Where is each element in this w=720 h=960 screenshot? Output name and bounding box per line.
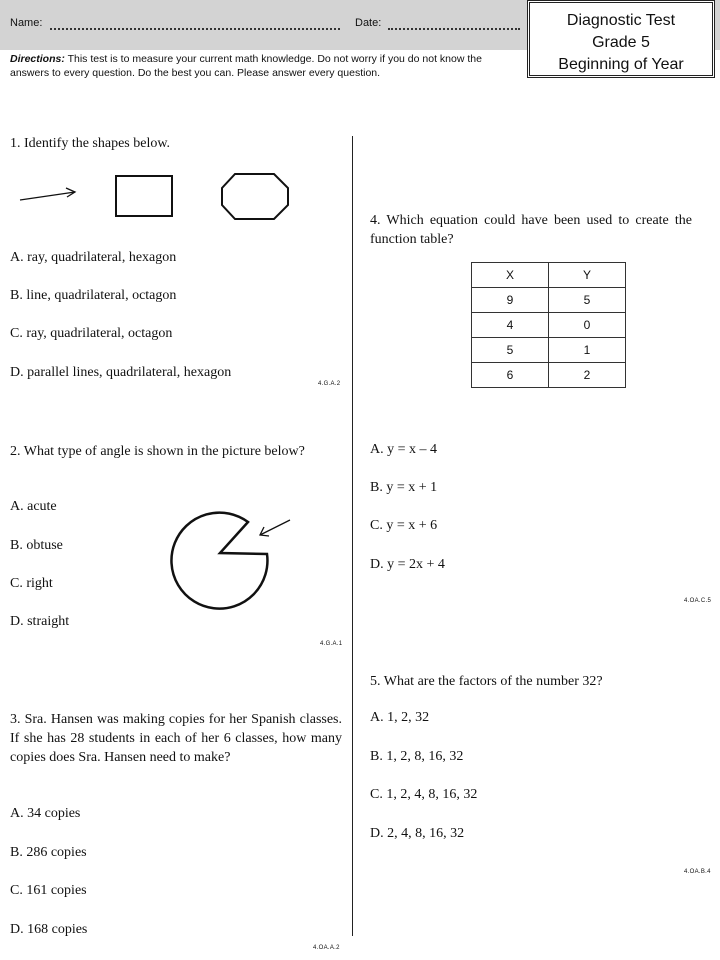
q1-option-a[interactable]: A. ray, quadrilateral, hexagon xyxy=(10,250,177,265)
title-line-1: Diagnostic Test xyxy=(566,12,676,29)
column-divider xyxy=(352,136,353,936)
table-row xyxy=(472,363,626,388)
q2-option-b[interactable]: B. obtuse xyxy=(10,538,63,553)
q5-option-c[interactable]: C. 1, 2, 4, 8, 16, 32 xyxy=(370,787,478,802)
arrow-icon xyxy=(260,520,290,536)
table-header-row xyxy=(472,263,626,288)
table-cell: 9 xyxy=(472,288,549,313)
name-field[interactable] xyxy=(50,28,340,30)
table-cell: 4 xyxy=(472,313,549,338)
q3-option-a[interactable]: A. 34 copies xyxy=(10,806,81,821)
table-header-x: X xyxy=(472,263,549,288)
table-cell: 6 xyxy=(472,363,549,388)
q5-option-d[interactable]: D. 2, 4, 8, 16, 32 xyxy=(370,826,465,841)
table-cell: 1 xyxy=(549,338,626,363)
q2-standard: 4.G.A.1 xyxy=(320,641,343,647)
q1-shapes-figure xyxy=(10,165,300,230)
q2-option-a[interactable]: A. acute xyxy=(10,499,57,514)
name-label: Name: xyxy=(10,17,43,29)
directions-lead: Directions: xyxy=(10,53,65,65)
table-cell: 5 xyxy=(472,338,549,363)
angle-pacman-icon xyxy=(171,513,267,609)
q4-option-b[interactable]: B. y = x + 1 xyxy=(370,480,438,495)
test-title-box xyxy=(527,0,715,78)
table-cell: 2 xyxy=(549,363,626,388)
table-header-y: Y xyxy=(549,263,626,288)
title-line-3: Beginning of Year xyxy=(558,56,684,73)
q5-option-b[interactable]: B. 1, 2, 8, 16, 32 xyxy=(370,749,464,764)
q1-option-b[interactable]: B. line, quadrilateral, octagon xyxy=(10,288,177,303)
q4-standard: 4.OA.C.5 xyxy=(684,598,712,604)
table-cell: 0 xyxy=(549,313,626,338)
q5-option-a[interactable]: A. 1, 2, 32 xyxy=(370,710,430,725)
title-line-2: Grade 5 xyxy=(592,34,650,51)
q1-option-d[interactable]: D. parallel lines, quadrilateral, hexagon xyxy=(10,365,232,380)
q4-option-a[interactable]: A. y = x – 4 xyxy=(370,442,438,457)
table-cell: 5 xyxy=(549,288,626,313)
q5-standard: 4.OA.B.4 xyxy=(684,869,711,875)
function-table xyxy=(471,262,626,388)
date-label: Date: xyxy=(355,17,382,29)
q2-option-c[interactable]: C. right xyxy=(10,576,53,591)
q2-option-d[interactable]: D. straight xyxy=(10,614,70,629)
q1-standard: 4.G.A.2 xyxy=(318,381,341,387)
ray-icon xyxy=(20,188,75,200)
q4-prompt: 4. Which equation could have been used to create the function table? xyxy=(370,213,692,247)
octagon-icon xyxy=(222,174,288,219)
table-row xyxy=(472,313,626,338)
q4-option-d[interactable]: D. y = 2x + 4 xyxy=(370,557,445,572)
q4-option-c[interactable]: C. y = x + 6 xyxy=(370,518,438,533)
rectangle-icon xyxy=(116,176,172,216)
directions xyxy=(10,52,510,80)
directions-text: This test is to measure your current math knowledge. Do not worry if you do not know the answers to every question. Do the best you can. Please answer every question. xyxy=(10,53,482,79)
date-field[interactable] xyxy=(388,28,520,30)
q2-prompt: 2. What type of angle is shown in the picture below? xyxy=(10,444,305,459)
q3-option-d[interactable]: D. 168 copies xyxy=(10,922,88,937)
q3-standard: 4.OA.A.2 xyxy=(313,945,340,951)
q2-angle-figure xyxy=(165,505,300,610)
q1-option-c[interactable]: C. ray, quadrilateral, octagon xyxy=(10,326,173,341)
q5-prompt: 5. What are the factors of the number 32? xyxy=(370,674,603,689)
q1-prompt: 1. Identify the shapes below. xyxy=(10,136,171,151)
table-row xyxy=(472,338,626,363)
q3-option-b[interactable]: B. 286 copies xyxy=(10,845,87,860)
q3-prompt: 3. Sra. Hansen was making copies for her Spanish classes. If she has 28 students in each of her 6 classes, how many copies does Sra. Hansen need to make? xyxy=(10,712,342,765)
table-row xyxy=(472,288,626,313)
q3-option-c[interactable]: C. 161 copies xyxy=(10,883,87,898)
